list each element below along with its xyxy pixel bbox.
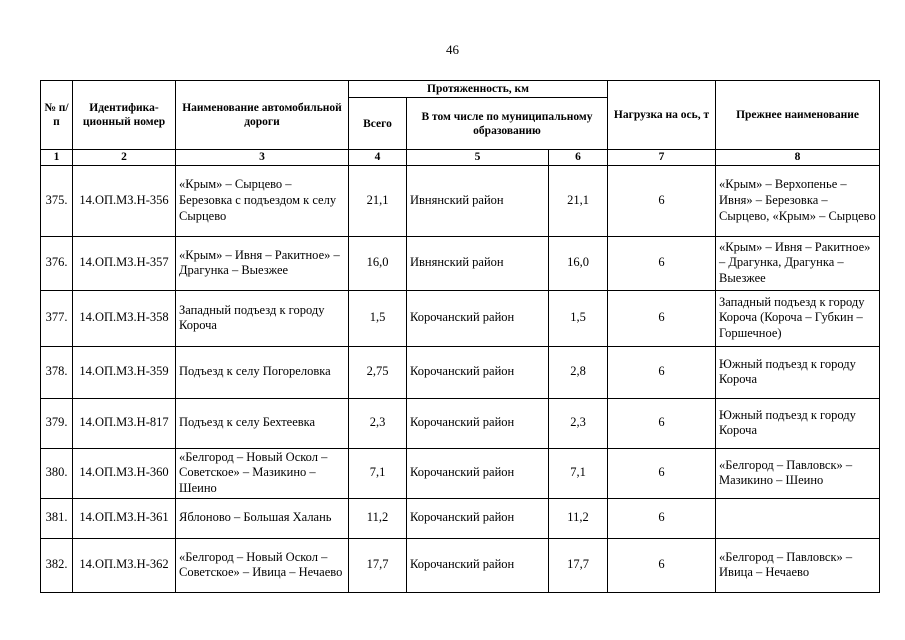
district: Корочанский район	[407, 498, 549, 538]
row-number: 379.	[41, 398, 73, 448]
total-length: 21,1	[349, 165, 407, 236]
header-length-group: Протяженность, км	[349, 81, 608, 98]
column-number: 4	[349, 150, 407, 165]
column-number: 3	[176, 150, 349, 165]
table-row	[41, 165, 880, 236]
district: Корочанский район	[407, 346, 549, 398]
district: Ивнянский район	[407, 165, 549, 236]
header-total: Всего	[349, 98, 407, 150]
axle-load: 6	[608, 538, 716, 592]
total-length: 17,7	[349, 538, 407, 592]
road-id: 14.ОП.МЗ.Н-358	[73, 290, 176, 346]
road-name: Яблоново – Большая Халань	[176, 498, 349, 538]
district-length: 16,0	[549, 236, 608, 290]
table-row	[41, 538, 880, 592]
district-length: 11,2	[549, 498, 608, 538]
row-number: 375.	[41, 165, 73, 236]
road-id: 14.ОП.МЗ.Н-817	[73, 398, 176, 448]
road-id: 14.ОП.МЗ.Н-359	[73, 346, 176, 398]
total-length: 11,2	[349, 498, 407, 538]
previous-name: Западный подъезд к городу Короча (Короча – Губкин – Горшечное)	[716, 290, 880, 346]
road-name: Подъезд к селу Погореловка	[176, 346, 349, 398]
row-number: 382.	[41, 538, 73, 592]
row-number: 376.	[41, 236, 73, 290]
header-id: Идентифика-ционный номер	[73, 81, 176, 150]
road-name: «Белгород – Новый Оскол – Советское» – Мазикино – Шеино	[176, 448, 349, 498]
district: Корочанский район	[407, 290, 549, 346]
table-row	[41, 448, 880, 498]
previous-name: Южный подъезд к городу Короча	[716, 346, 880, 398]
previous-name: «Белгород – Павловск» – Мазикино – Шеино	[716, 448, 880, 498]
axle-load: 6	[608, 398, 716, 448]
header-road-name: Наименование автомобильной дороги	[176, 81, 349, 150]
row-number: 381.	[41, 498, 73, 538]
table-row	[41, 398, 880, 448]
previous-name: Южный подъезд к городу Короча	[716, 398, 880, 448]
roads-table	[40, 80, 880, 593]
road-name: «Белгород – Новый Оскол – Советское» – Ивица – Нечаево	[176, 538, 349, 592]
district-length: 17,7	[549, 538, 608, 592]
row-number: 378.	[41, 346, 73, 398]
row-number: 380.	[41, 448, 73, 498]
page-number: 46	[446, 42, 459, 57]
district-length: 2,3	[549, 398, 608, 448]
total-length: 1,5	[349, 290, 407, 346]
axle-load: 6	[608, 448, 716, 498]
axle-load: 6	[608, 498, 716, 538]
axle-load: 6	[608, 346, 716, 398]
axle-load: 6	[608, 165, 716, 236]
total-length: 2,3	[349, 398, 407, 448]
district-length: 1,5	[549, 290, 608, 346]
previous-name: «Крым» – Ивня – Ракитное» – Драгунка, Драгунка – Выезжее	[716, 236, 880, 290]
header-num: № п/п	[41, 81, 73, 150]
column-number: 2	[73, 150, 176, 165]
district: Корочанский район	[407, 448, 549, 498]
table-row	[41, 346, 880, 398]
district: Корочанский район	[407, 398, 549, 448]
column-number: 6	[549, 150, 608, 165]
header-previous-name: Прежнее наименование	[716, 81, 880, 150]
column-number: 5	[407, 150, 549, 165]
previous-name	[716, 498, 880, 538]
road-id: 14.ОП.МЗ.Н-362	[73, 538, 176, 592]
district-length: 7,1	[549, 448, 608, 498]
road-id: 14.ОП.МЗ.Н-356	[73, 165, 176, 236]
road-name: «Крым» – Ивня – Ракитное» – Драгунка – Выезжее	[176, 236, 349, 290]
road-name: «Крым» – Сырцево – Березовка с подъездом к селу Сырцево	[176, 165, 349, 236]
column-number: 7	[608, 150, 716, 165]
previous-name: «Белгород – Павловск» – Ивица – Нечаево	[716, 538, 880, 592]
district-length: 2,8	[549, 346, 608, 398]
road-name: Западный подъезд к городу Короча	[176, 290, 349, 346]
axle-load: 6	[608, 236, 716, 290]
table-row	[41, 498, 880, 538]
header-municipal: В том числе по муниципальному образованию	[407, 98, 608, 150]
table-row	[41, 290, 880, 346]
column-numbers-row	[41, 150, 880, 165]
row-number: 377.	[41, 290, 73, 346]
road-name: Подъезд к селу Бехтеевка	[176, 398, 349, 448]
district: Ивнянский район	[407, 236, 549, 290]
column-number: 1	[41, 150, 73, 165]
road-id: 14.ОП.МЗ.Н-361	[73, 498, 176, 538]
header-axle-load: Нагрузка на ось, т	[608, 81, 716, 150]
axle-load: 6	[608, 290, 716, 346]
road-id: 14.ОП.МЗ.Н-357	[73, 236, 176, 290]
road-id: 14.ОП.МЗ.Н-360	[73, 448, 176, 498]
total-length: 7,1	[349, 448, 407, 498]
table-row	[41, 236, 880, 290]
previous-name: «Крым» – Верхопенье – Ивня» – Березовка – Сырцево, «Крым» – Сырцево	[716, 165, 880, 236]
total-length: 16,0	[349, 236, 407, 290]
total-length: 2,75	[349, 346, 407, 398]
column-number: 8	[716, 150, 880, 165]
district-length: 21,1	[549, 165, 608, 236]
district: Корочанский район	[407, 538, 549, 592]
